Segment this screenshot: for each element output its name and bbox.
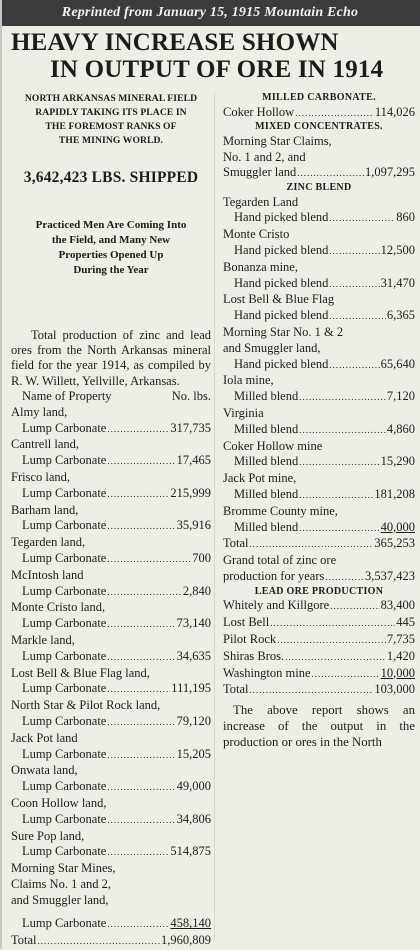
entry-kind: Hand picked blend bbox=[234, 356, 329, 371]
entry-name: Onwata land, bbox=[11, 763, 78, 778]
entry-name: Iola mine, bbox=[223, 373, 274, 388]
smuggler-row bbox=[223, 165, 415, 182]
leader-dots bbox=[329, 244, 379, 260]
entry-row bbox=[223, 454, 415, 471]
leader-dots bbox=[107, 617, 175, 633]
leader-dots bbox=[299, 455, 379, 471]
leader-dots bbox=[325, 570, 364, 586]
total-value: 365,253 bbox=[374, 536, 415, 551]
total-label: Total bbox=[223, 682, 249, 697]
mixed-concentrates-heading: MIXED CONCENTRATES. bbox=[255, 121, 383, 133]
entry-row bbox=[11, 421, 211, 438]
entry-row bbox=[11, 649, 211, 666]
deck-line: Practiced Men Are Coming Into bbox=[35, 218, 187, 231]
entry-name: Virginia bbox=[223, 406, 264, 421]
leader-dots bbox=[107, 552, 191, 568]
entry-name: Smuggler land bbox=[223, 165, 297, 180]
entry-value: 458,140 bbox=[170, 916, 211, 931]
entry-name: No. 1 and 2, and bbox=[223, 149, 306, 164]
entry-row bbox=[223, 389, 415, 406]
entry-value: 215,999 bbox=[170, 485, 211, 500]
intro-paragraph: Total production of zinc and lead ores from the North Arkansas mineral field for the year 1914, as compiled by R. W. Willett, Yellville, Arkansas. bbox=[11, 327, 211, 388]
entry-kind: Lump Carbonate bbox=[22, 681, 107, 696]
leader-dots bbox=[107, 454, 175, 470]
shipped-subhead: 3,642,423 LBS. SHIPPED bbox=[23, 169, 199, 186]
property-entry bbox=[11, 535, 211, 568]
entry-kind: Hand picked blend bbox=[234, 210, 329, 225]
entry-kind: Lump Carbonate bbox=[22, 453, 107, 468]
column-header-name: Name of Property bbox=[22, 388, 112, 403]
subhead-deck-2 bbox=[11, 218, 211, 278]
entry-name: Washington mine bbox=[223, 665, 311, 680]
entry-value: 114,026 bbox=[374, 104, 415, 119]
entry-row bbox=[11, 779, 211, 796]
milled-entry bbox=[223, 439, 415, 472]
grand-total-row bbox=[223, 569, 415, 586]
entry-name: Coker Hollow bbox=[223, 104, 295, 119]
leader-dots bbox=[107, 715, 175, 731]
deck-line: the Field, and Many New bbox=[51, 233, 171, 246]
left-total-row bbox=[11, 933, 211, 950]
entry-kind: Hand picked blend bbox=[234, 308, 329, 323]
leader-dots bbox=[270, 616, 395, 632]
entry-value: 317,735 bbox=[170, 420, 211, 435]
closing-paragraph: The above report shows an increase of the output in the production or ores in the North bbox=[223, 703, 415, 750]
entry-row bbox=[11, 486, 211, 503]
entry-value: 6,365 bbox=[386, 308, 415, 323]
deck-line: During the Year bbox=[73, 263, 149, 276]
leader-dots bbox=[299, 423, 386, 439]
leader-dots bbox=[107, 748, 175, 764]
entry-row bbox=[11, 518, 211, 535]
entry-name: Morning Star Mines, bbox=[11, 861, 116, 876]
entry-value: 65,640 bbox=[380, 356, 415, 371]
entry-value: 7,120 bbox=[386, 389, 415, 404]
property-entry bbox=[11, 568, 211, 601]
lead-row bbox=[223, 598, 415, 615]
milled-entry bbox=[223, 504, 415, 537]
leader-dots bbox=[299, 390, 386, 406]
entry-value: 15,205 bbox=[176, 746, 211, 761]
property-entry bbox=[11, 633, 211, 666]
entry-name: Pilot Rock bbox=[223, 631, 277, 646]
hand-picked-list bbox=[223, 195, 415, 325]
entry-value: 181,208 bbox=[374, 487, 415, 502]
grand-total-value: 3,537,423 bbox=[365, 569, 415, 584]
entry-kind: Lump Carbonate bbox=[22, 648, 107, 663]
property-entry bbox=[11, 731, 211, 764]
leader-dots bbox=[107, 519, 175, 535]
total-label: Total bbox=[223, 536, 249, 551]
entry-value: 12,500 bbox=[380, 243, 415, 258]
entry-value: 73,140 bbox=[176, 616, 211, 631]
zinc-blend-heading: ZINC BLEND bbox=[286, 182, 352, 194]
entry-row bbox=[223, 422, 415, 439]
entry-kind: Lump Carbonate bbox=[22, 485, 107, 500]
property-entry bbox=[11, 796, 211, 829]
entry-value: 34,806 bbox=[176, 811, 211, 826]
leader-dots bbox=[107, 682, 170, 698]
leader-dots bbox=[107, 813, 175, 829]
entry-row bbox=[11, 616, 211, 633]
blend-entry bbox=[223, 227, 415, 260]
entry-kind: Lump Carbonate bbox=[22, 916, 107, 931]
entry-name: Tegarden land, bbox=[11, 535, 86, 550]
grand-total-text: Grand total of zinc ore bbox=[223, 553, 337, 568]
entry-name: Claims No. 1 and 2, bbox=[11, 876, 111, 891]
leader-dots bbox=[107, 917, 169, 933]
deck-line: THE MINING WORLD. bbox=[58, 135, 164, 146]
property-entry bbox=[11, 405, 211, 438]
property-entry bbox=[11, 829, 211, 862]
leader-dots bbox=[329, 309, 385, 325]
lead-ore-list bbox=[223, 598, 415, 682]
entry-name: Whitely and Killgore bbox=[223, 598, 330, 613]
deck-line: NORTH ARKANSAS MINERAL FIELD bbox=[24, 93, 198, 104]
milled-entry bbox=[223, 471, 415, 504]
entry-kind: Milled blend bbox=[234, 487, 299, 502]
lead-total-row bbox=[223, 682, 415, 699]
entry-row bbox=[223, 308, 415, 325]
entry-kind: Lump Carbonate bbox=[22, 844, 107, 859]
lead-row bbox=[223, 666, 415, 683]
leader-dots bbox=[295, 106, 374, 122]
column-header-lbs: No. lbs. bbox=[171, 388, 211, 403]
entry-name: and Smuggler land, bbox=[223, 340, 321, 355]
reprint-banner: Reprinted from January 15, 1915 Mountain Echo bbox=[0, 0, 420, 26]
column-headers bbox=[11, 389, 211, 405]
headline-line-1: HEAVY INCREASE SHOWN bbox=[11, 29, 339, 56]
entry-value: 1,420 bbox=[386, 648, 415, 663]
column-gutter bbox=[214, 92, 215, 940]
entry-row bbox=[11, 747, 211, 764]
entry-name: Tegarden Land bbox=[223, 194, 299, 209]
entry-kind: Hand picked blend bbox=[234, 243, 329, 258]
entry-name: Barham land, bbox=[11, 502, 79, 517]
entry-value: 83,400 bbox=[380, 598, 415, 613]
leader-dots bbox=[107, 422, 169, 438]
entry-value: 445 bbox=[396, 615, 415, 630]
property-entry bbox=[11, 437, 211, 470]
right-column bbox=[223, 92, 415, 750]
lead-row bbox=[223, 649, 415, 666]
entry-name: Lost Bell & Blue Flag land, bbox=[11, 665, 150, 680]
leader-dots bbox=[329, 358, 379, 374]
entry-kind: Lump Carbonate bbox=[22, 746, 107, 761]
lead-row bbox=[223, 632, 415, 649]
leader-dots bbox=[107, 650, 175, 666]
entry-value: 860 bbox=[396, 210, 415, 225]
leader-dots bbox=[312, 667, 380, 683]
entry-name: and Smuggler land, bbox=[11, 892, 109, 907]
entry-name: Frisco land, bbox=[11, 469, 71, 484]
entry-name: Jack Pot mine, bbox=[223, 471, 297, 486]
entry-value: 7,735 bbox=[386, 631, 415, 646]
blend-entry bbox=[223, 260, 415, 293]
property-entry bbox=[11, 763, 211, 796]
entry-name: McIntosh land bbox=[11, 567, 84, 582]
leader-dots bbox=[297, 166, 364, 182]
property-entry bbox=[11, 666, 211, 699]
entry-name: Cantrell land, bbox=[11, 437, 80, 452]
headline-line-2: IN OUTPUT OF ORE IN 1914 bbox=[50, 56, 384, 83]
entry-name: Shiras Bros. bbox=[223, 648, 285, 663]
entry-name: Monte Cristo bbox=[223, 227, 290, 242]
coker-hollow-row bbox=[223, 105, 415, 122]
entry-name: Coon Hollow land, bbox=[11, 795, 107, 810]
entry-value: 4,860 bbox=[386, 421, 415, 436]
entry-value: 10,000 bbox=[380, 665, 415, 680]
entry-value: 79,120 bbox=[176, 713, 211, 728]
leader-dots bbox=[285, 650, 386, 666]
leader-dots bbox=[329, 211, 395, 227]
milled-entry bbox=[223, 406, 415, 439]
deck-line: RAPIDLY TAKING ITS PLACE IN bbox=[35, 107, 187, 118]
entry-value: 17,465 bbox=[176, 453, 211, 468]
total-label: Total bbox=[11, 933, 37, 948]
property-entry bbox=[11, 470, 211, 503]
leader-dots bbox=[299, 521, 379, 537]
entry-name: Monte Cristo land, bbox=[11, 600, 106, 615]
entry-row bbox=[11, 714, 211, 731]
entry-value: 34,635 bbox=[176, 648, 211, 663]
entry-name: Sure Pop land, bbox=[11, 828, 85, 843]
entry-kind: Lump Carbonate bbox=[22, 811, 107, 826]
subhead-deck bbox=[11, 92, 211, 148]
entry-name: Coker Hollow mine bbox=[223, 438, 323, 453]
entry-value: 514,875 bbox=[170, 844, 211, 859]
entry-name: Bromme County mine, bbox=[223, 503, 338, 518]
entry-row bbox=[223, 520, 415, 537]
milled-entry bbox=[223, 373, 415, 406]
leader-dots bbox=[299, 488, 373, 504]
entry-kind: Milled blend bbox=[234, 421, 299, 436]
entry-row bbox=[223, 210, 415, 227]
entry-value: 700 bbox=[192, 550, 211, 565]
entry-value: 31,470 bbox=[380, 275, 415, 290]
entry-name: Bonanza mine, bbox=[223, 259, 298, 274]
entry-kind: Milled blend bbox=[234, 454, 299, 469]
leader-dots bbox=[107, 487, 169, 503]
entry-value: 1,097,295 bbox=[365, 165, 415, 180]
leader-dots bbox=[38, 934, 160, 950]
zinc-total-row bbox=[223, 536, 415, 553]
entry-kind: Lump Carbonate bbox=[22, 713, 107, 728]
blend-entry bbox=[223, 292, 415, 325]
entry-name: Lost Bell & Blue Flag bbox=[223, 292, 335, 307]
property-entry bbox=[11, 503, 211, 536]
entry-row bbox=[11, 812, 211, 829]
entry-row bbox=[11, 453, 211, 470]
leader-dots bbox=[330, 599, 379, 615]
entry-value: 49,000 bbox=[176, 779, 211, 794]
leader-dots bbox=[250, 683, 374, 699]
entry-kind: Lump Carbonate bbox=[22, 420, 107, 435]
entry-kind: Hand picked blend bbox=[234, 275, 329, 290]
leader-dots bbox=[107, 585, 182, 601]
blend-entry bbox=[223, 195, 415, 228]
entry-kind: Lump Carbonate bbox=[22, 616, 107, 631]
entry-value: 40,000 bbox=[380, 519, 415, 534]
entry-row bbox=[11, 584, 211, 601]
morning-star-entry bbox=[11, 861, 211, 933]
entry-value: 2,840 bbox=[182, 583, 211, 598]
entry-row bbox=[223, 357, 415, 374]
entry-kind: Milled blend bbox=[234, 519, 299, 534]
lead-ore-heading: LEAD ORE PRODUCTION bbox=[254, 585, 384, 597]
grand-total-label: production for years bbox=[223, 569, 325, 584]
total-value: 1,960,809 bbox=[161, 933, 211, 948]
milled-carbonate-heading: MILLED CARBONATE. bbox=[262, 92, 376, 103]
deck-line: Properties Opened Up bbox=[58, 248, 164, 261]
property-entry bbox=[11, 698, 211, 731]
entry-kind: Milled blend bbox=[234, 389, 299, 404]
entry-row bbox=[11, 551, 211, 568]
milled-blend-list bbox=[223, 373, 415, 536]
entry-row bbox=[11, 844, 211, 861]
leader-dots bbox=[277, 633, 386, 649]
entry-name: Morning Star Claims, bbox=[223, 133, 332, 148]
entry-name: North Star & Pilot Rock land, bbox=[11, 698, 161, 713]
leader-dots bbox=[107, 845, 169, 861]
property-entry bbox=[11, 600, 211, 633]
entry-kind: Lump Carbonate bbox=[22, 779, 107, 794]
left-column bbox=[11, 92, 211, 950]
entry-kind: Lump Carbonate bbox=[22, 583, 107, 598]
deck-line: THE FOREMOST RANKS OF bbox=[45, 121, 177, 132]
entry-value: 111,195 bbox=[171, 681, 211, 696]
entry-value: 35,916 bbox=[176, 518, 211, 533]
entry-name: Morning Star No. 1 & 2 bbox=[223, 325, 344, 340]
lump-carbonate-list bbox=[11, 405, 211, 861]
total-value: 103,000 bbox=[374, 682, 415, 697]
entry-kind: Lump Carbonate bbox=[22, 550, 107, 565]
leader-dots bbox=[329, 277, 379, 293]
leader-dots bbox=[107, 780, 175, 796]
entry-row bbox=[223, 243, 415, 260]
entry-kind: Lump Carbonate bbox=[22, 518, 107, 533]
lead-row bbox=[223, 615, 415, 632]
entry-name: Jack Pot land bbox=[11, 730, 78, 745]
scan-edge bbox=[0, 0, 2, 949]
entry-row bbox=[11, 916, 211, 933]
entry-value: 15,290 bbox=[380, 454, 415, 469]
leader-dots bbox=[250, 537, 374, 553]
entry-row bbox=[11, 681, 211, 698]
entry-name: Lost Bell bbox=[223, 615, 270, 630]
entry-row bbox=[223, 276, 415, 293]
entry-name: Markle land, bbox=[11, 632, 75, 647]
entry-row bbox=[223, 487, 415, 504]
entry-name: Almy land, bbox=[11, 404, 68, 419]
